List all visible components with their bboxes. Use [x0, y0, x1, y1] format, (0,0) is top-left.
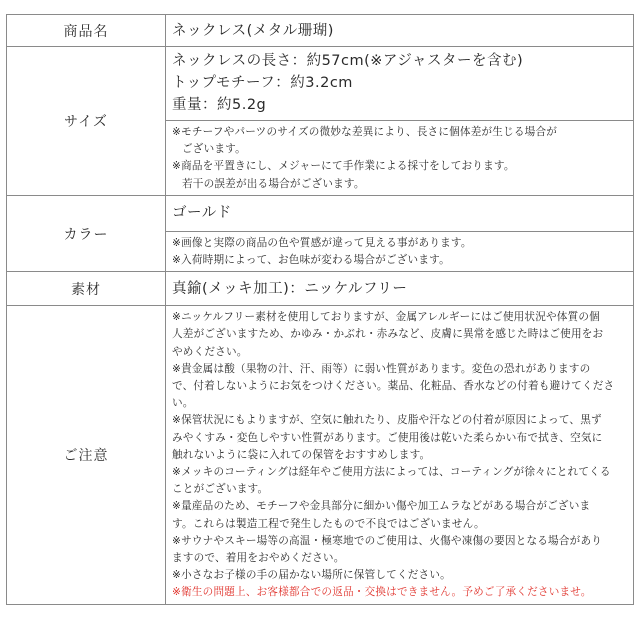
caution-notes [166, 306, 634, 604]
caution-note: やめください。 [172, 345, 248, 358]
size-note: 若干の誤差が出る場合がございます。 [182, 177, 365, 190]
color-note: ※入荷時期によって、お色味が変わる場合がございます。 [172, 254, 450, 267]
row-product-name [7, 15, 634, 47]
caution-note: す。これらは製造工程で発生したもので不良ではございません。 [172, 517, 485, 530]
caution-note: 触れないように袋に入れての保管をおすすめします。 [172, 448, 431, 461]
size-note: ※商品を平置きにし、メジャーにて手作業による採寸をしております。 [172, 160, 515, 173]
color-notes [166, 231, 634, 271]
size-note: ございます。 [182, 143, 246, 156]
row-color-main [7, 195, 634, 231]
size-line: ネックレスの長さ：約57cm(※アジャスターを含む) [172, 53, 524, 69]
caution-note: 人差がございますため、かゆみ・かぶれ・赤みなど、皮膚に異常を感じた時はご使用をお [172, 328, 604, 341]
color-label: カラー [7, 195, 166, 271]
color-text: ゴールド [172, 204, 232, 221]
row-material [7, 272, 634, 306]
material-value [166, 272, 634, 306]
caution-note: みやくすみ・変色しやすい性質があります。ご使用後は乾いた柔らかい布で拭き、空気に [172, 431, 603, 444]
caution-note: い。 [172, 397, 194, 410]
row-size-main [7, 47, 634, 121]
material-text: 真鍮(メッキ加工)：ニッケルフリー [172, 280, 408, 297]
caution-note: ※サウナやスキー場等の高温・極寒地でのご使用は、火傷や凍傷の要因となる場合があり [172, 534, 603, 547]
caution-note: ※小さなお子様の手の届かない場所に保管してください。 [172, 569, 451, 582]
caution-note: ※メッキのコーティングは経年やご使用方法によっては、コーティングが徐々にとれてくる [172, 466, 611, 479]
caution-note: ※貴金属は酸（果物の汁、汗、雨等）に弱い性質があります。変色の恐れがありますの [172, 362, 591, 375]
product-name-text: ネックレス(メタル珊瑚) [172, 22, 334, 39]
caution-note: ことがございます。 [172, 483, 269, 496]
size-values [166, 47, 634, 121]
size-label: サイズ [7, 47, 166, 196]
return-policy-warning: ※衛生の問題上、お客様都合での返品・交換はできません。予めご了承くださいませ。 [172, 586, 592, 599]
row-caution [7, 306, 634, 604]
size-note: ※モチーフやパーツのサイズの微妙な差異により、長さに個体差が生じる場合が [172, 126, 558, 138]
color-value [166, 195, 634, 231]
caution-note: で、付着しないようにお気をつけください。薬品、化粧品、香水などの付着も避けてくださ [172, 380, 615, 393]
material-label: 素材 [7, 272, 166, 306]
caution-note: ※量産品のため、モチーフや金具部分に細かい傷や加工ムラなどがある場合がございま [172, 500, 591, 513]
product-name-value [166, 15, 634, 47]
caution-label: ご注意 [7, 306, 166, 604]
product-spec-table [6, 14, 634, 605]
size-notes [166, 121, 634, 196]
product-name-label: 商品名 [7, 15, 166, 47]
size-line: トップモチーフ：約3.2cm [172, 75, 353, 91]
caution-note: ますので、着用をおやめください。 [172, 552, 345, 565]
caution-note: ※保管状況にもよりますが、空気に触れたり、皮脂や汗などの付着が原因によって、黒ず [172, 414, 602, 427]
size-line: 重量：約5.2g [172, 97, 267, 113]
caution-note: ※ニッケルフリー素材を使用しておりますが、金属アレルギーにはご使用状況や体質の個 [172, 311, 600, 324]
color-note: ※画像と実際の商品の色や質感が違って見える事があります。 [172, 236, 472, 249]
